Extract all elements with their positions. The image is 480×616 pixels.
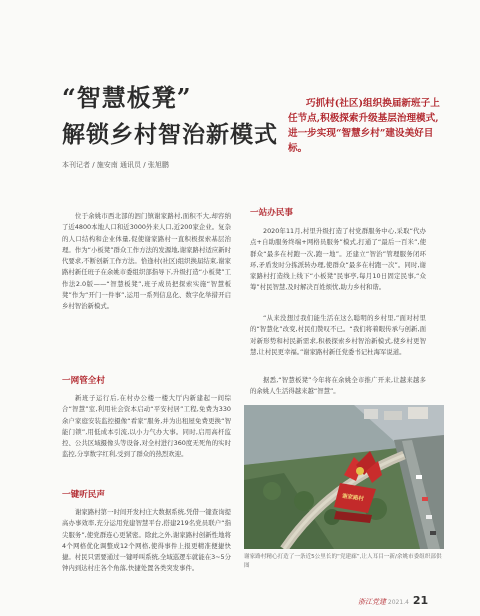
section-heading-voice: 一键听民声 (62, 490, 105, 500)
magazine-name: 浙江党建 (358, 598, 386, 606)
issue-number: 2021.4 (387, 599, 409, 606)
photo-sign-text: 谢家路村 (341, 493, 365, 503)
section-service-paragraph-3: 据悉,“智慧板凳”今年将在余姚全市推广开来,让越来越多的余姚人生活得越来越“智慧”。 (250, 376, 426, 396)
photo-caption: 谢家路村精心打造了一条近5公里长的“党建廊”,让人耳目一新/余姚市委组织部供图 (244, 554, 442, 569)
page-number: 21 (412, 594, 429, 607)
byline: 本刊记者 / 施安南 通讯员 / 张旭鹏 (62, 161, 169, 169)
article-deck: 巧抓村(社区)组织换届新班子上任节点,积极探索升级基层治理模式,进一步实现“智慧乡村”建设美好目标。 (288, 98, 440, 154)
section-service-paragraph-1: 2020年11月,村里升级打造了村党群服务中心,采取“代办点+自助服务终端+网格员服务”模式,打通了“最后一百米”,使群众“最多在村跑一次,跑一地”。还建立“智治”管理服务闭环环,矛盾发时分拣派转办理,使群众“最多在村跑一次”。同时,谢家路村打造线上线下“小板凳”民事亭,每月10日固定民事,“众筹”村民智慧,及时解决百姓烦忧,助力乡村和谐。 (250, 227, 426, 292)
section-service-paragraph-2: “从来没想过我们能生活在这么聪明的乡村里,”面对村里的“智慧化”改变,村民们赞叹不已。“我们将着眼传承与创新,面对新形势和村民新需求,积极探索乡村智治新模式,使乡村更智慧,让村民更幸福。”谢家路村新任党委书记杜海军说道。 (250, 314, 426, 356)
section-heading-service: 一站办民事 (250, 208, 293, 218)
section-voice-paragraph: 谢家路村第一时间开发村庄大数据系统,凭借一键查询提高办事效率,充分运用党建智慧平台,搭建219名党员联户“指尖服务”,使党群连心更紧密。除此之外,谢家路村创新性地将4个网格优化调整成12个网格,使得事件上报更精准便捷快捷。村民只需要通过一键呼叫系统,全域巡逻车就能在3~5分钟内到达村庄各个角落,快捷处置各类突发事件。 (62, 508, 231, 573)
section-heading-network: 一网管全村 (62, 376, 105, 386)
page-footer (358, 594, 428, 607)
title-line-1: “智慧板凳” (62, 83, 192, 112)
intro-paragraph: 位于余姚市西北部的泗门镇谢家路村,面积不大,却容纳了近4800本地人口和近3000外来人口,近200家企业。复杂的人口结构和企业体量,促使谢家路村一直积极探索基层治理。作为“小板凳”群众工作方法的发源地,谢家路村适应新时代要求,不断创新工作方法。恰逢村(社区)组织换届结束,谢家路村新任班子在余姚市委组织部指导下,升级打造“小板凳”工作法2.0版——“智慧板凳”,班子成员把探索实施“智慧板凳”作为“开门一件事”,运用一系列信息化、数字化举措开启乡村智治新模式。 (62, 212, 231, 311)
section-network-paragraph: 新班子运行后,在村办公楼一楼大厅内新建起一间综合“智慧”室,利用社会资本启动“平安村居”工程,免费为330余户家庭安装监控摄像“看家”服务,并为出租屋免费更换“智能门锁”,用低成本引流,以小力气办大事。同时,启用高杆监控、公共区域摄像头等设备,对全村进行360度无死角的实时监控,分享数字红利,受到了群众的热烈欢迎。 (62, 394, 231, 459)
title-line-2: 解锁乡村智治新模式 (62, 121, 278, 148)
village-aerial-photo (244, 405, 444, 549)
